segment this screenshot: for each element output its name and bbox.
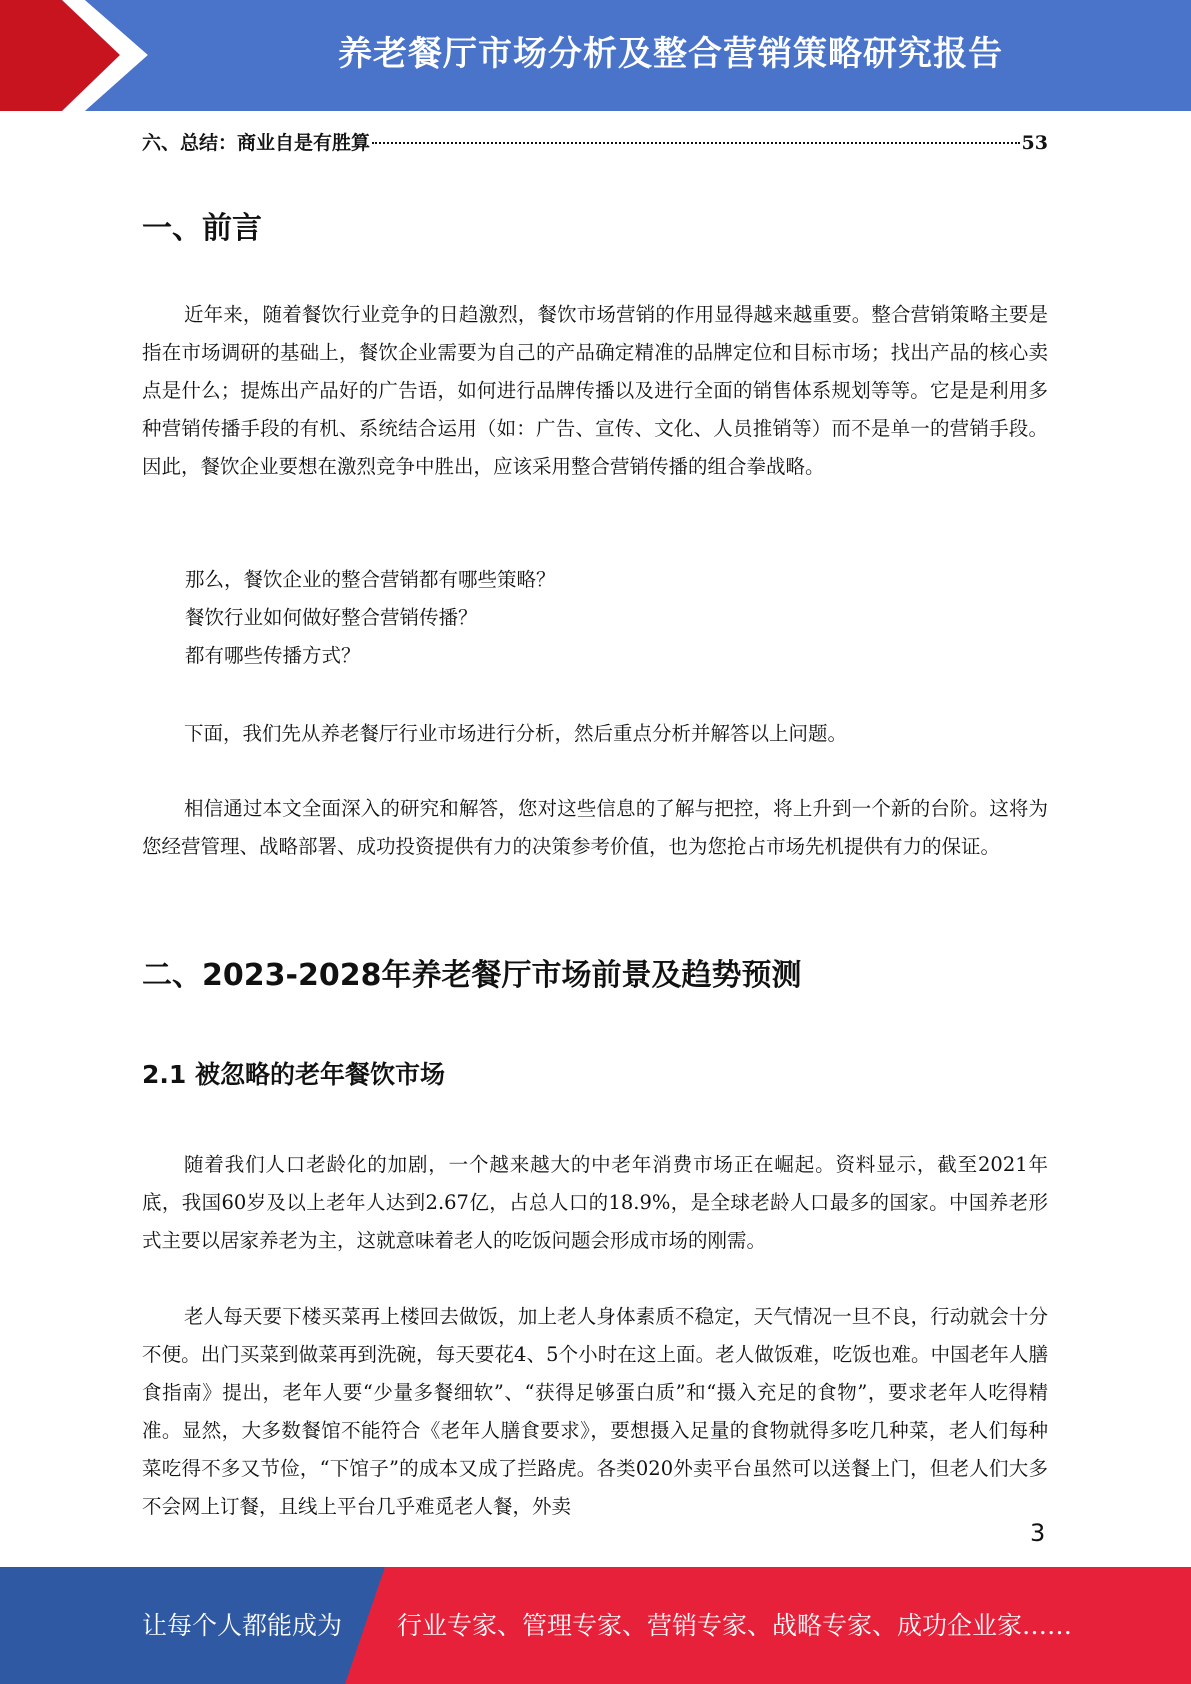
header-arrow-decoration [0,0,150,111]
preface-paragraph-3: 相信通过本文全面深入的研究和解答，您对这些信息的了解与把控，将上升到一个新的台阶。这将为您经营管理、战略部署、成功投资提供有力的决策参考价值，也为您抢占市场先机提供有力的保证。 [142,797,1048,858]
question-line: 那么，餐饮企业的整合营销都有哪些策略？ [185,568,556,591]
preface-paragraph-2: 下面，我们先从养老餐厅行业市场进行分析，然后重点分析并解答以上问题。 [184,722,848,745]
toc-entry-page: 53 [1021,132,1048,154]
footer-slogan-left: 让每个人都能成为 [142,1611,343,1640]
section-heading-forecast: 二、2023-2028年养老餐厅市场前景及趋势预测 [142,958,802,993]
market-paragraph-2: 老人每天要下楼买菜再上楼回去做饭，加上老人身体素质不稳定，天气情况一旦不良，行动就会十分不便。出门买菜到做菜再到洗碗，每天要花4、5个小时在这上面。老人做饭难，吃饭也难。中国老年人膳食指南》提出，老年人要“少量多餐细软”、“获得足够蛋白质”和“摄入充足的食物”，要求老年人吃得精准。显然，大多数餐馆不能符合《老年人膳食要求》，要想摄入足量的食物就得多吃几种菜，老人们每种菜吃得不多又节俭，“下馆子”的成本又成了拦路虎。各类020外卖平台虽然可以送餐上门，但老人们大多不会网上订餐，且线上平台几乎难觅老人餐，外卖 [142,1305,1048,1518]
subsection-heading: 2.1 被忽略的老年餐饮市场 [142,1060,445,1089]
report-title: 养老餐厅市场分析及整合营销策略研究报告 [338,34,1003,74]
toc-entry-label: 六、总结：商业自是有胜算 [142,132,371,154]
question-line: 餐饮行业如何做好整合营销传播？ [185,606,478,629]
toc-entry[interactable] [142,128,1048,158]
section-heading-preface: 一、前言 [142,211,262,246]
question-line: 都有哪些传播方式？ [185,644,361,667]
footer-banner [0,1567,1191,1684]
toc-leader-dots [372,142,1020,144]
header-banner [0,0,1191,111]
market-paragraph-1: 随着我们人口老龄化的加剧，一个越来越大的中老年消费市场正在崛起。资料显示，截至2021年底，我国60岁及以上老年人达到2.67亿，占总人口的18.9%，是全球老龄人口最多的国家。中国养老形式主要以居家养老为主，这就意味着老人的吃饭问题会形成市场的刚需。 [142,1153,1048,1252]
preface-paragraph-1: 近年来，随着餐饮行业竞争的日趋激烈，餐饮市场营销的作用显得越来越重要。整合营销策略主要是指在市场调研的基础上，餐饮企业需要为自己的产品确定精准的品牌定位和目标市场；找出产品的核心卖点是什么；提炼出产品好的广告语，如何进行品牌传播以及进行全面的销售体系规划等等。它是是利用多种营销传播手段的有机、系统结合运用（如：广告、宣传、文化、人员推销等）而不是单一的营销手段。因此，餐饮企业要想在激烈竞争中胜出，应该采用整合营销传播的组合拳战略。 [142,303,1048,478]
page-number: 3 [1030,1519,1046,1547]
footer-slogan-right: 行业专家、管理专家、营销专家、战略专家、成功企业家…… [397,1611,1073,1640]
